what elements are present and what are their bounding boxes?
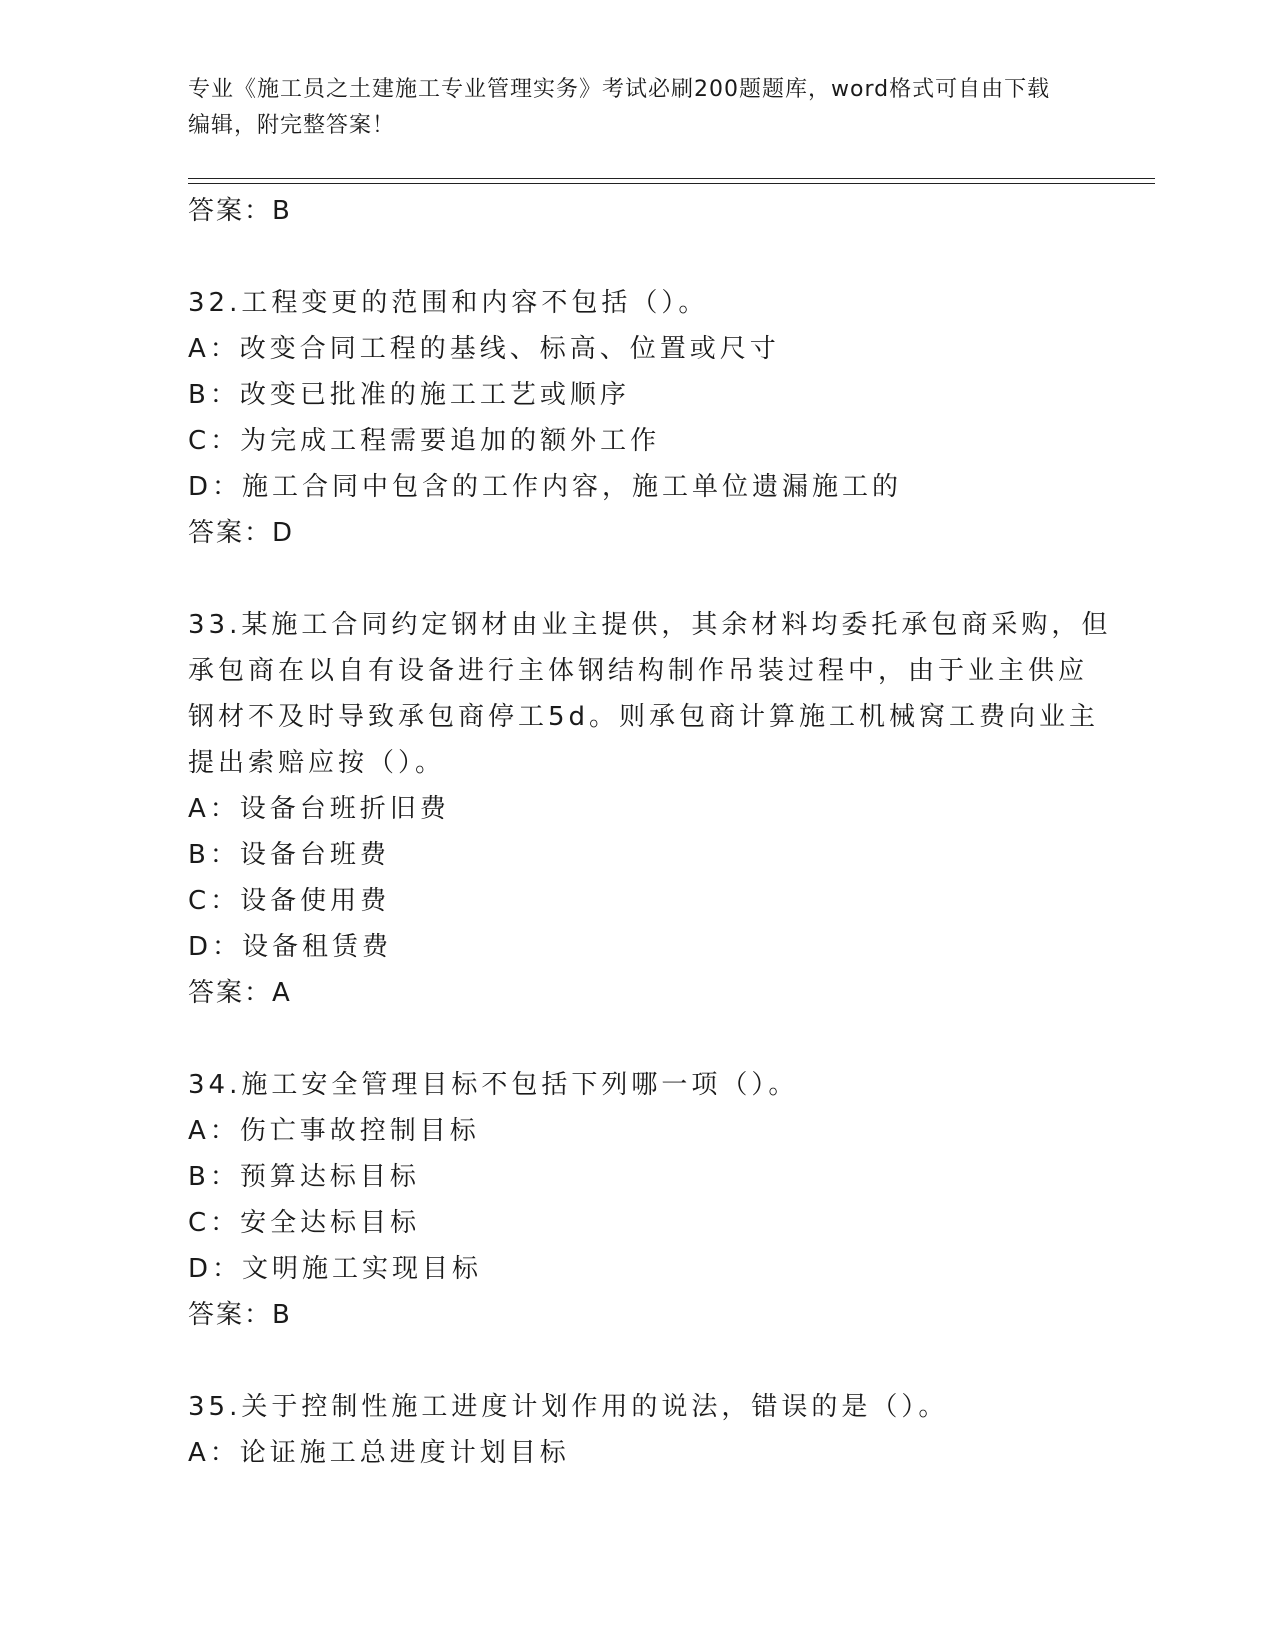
spacer [188,556,1088,602]
option-c: C：安全达标目标 [188,1208,421,1238]
spacer [188,1016,1088,1062]
spacer [188,1338,1088,1384]
option-b: B：预算达标目标 [188,1162,420,1192]
question-stem: 34.施工安全管理目标不包括下列哪一项（）。 [188,1070,799,1100]
document-header: 专业《施工员之土建施工专业管理实务》考试必刷200题题库，word格式可自由下载编辑，附完整答案！ [188,77,1051,138]
header-divider-bottom [188,183,1155,184]
spacer [188,234,1088,280]
answer: 答案：D [188,518,295,548]
header-divider-top [188,178,1155,179]
option-b: B：设备台班费 [188,840,390,870]
question-block [188,1384,1088,1476]
option-b: B：改变已批准的施工工艺或顺序 [188,380,630,410]
previous-answer: 答案：B [188,196,292,226]
question-stem-continued: 承包商在以自有设备进行主体钢结构制作吊装过程中，由于业主供应 [188,656,1089,686]
question-list [188,188,1112,1476]
question-block [188,1062,1088,1338]
question-stem: 33.某施工合同约定钢材由业主提供，其余材料均委托承包商采购，但 [188,610,1112,640]
question-block [188,602,1112,1016]
option-c: C：设备使用费 [188,886,391,916]
option-a: A：改变合同工程的基线、标高、位置或尺寸 [188,334,780,364]
option-a: A：论证施工总进度计划目标 [188,1438,570,1468]
option-d: D：文明施工实现目标 [188,1254,483,1284]
question-stem: 32.工程变更的范围和内容不包括（）。 [188,288,709,318]
question-stem-continued: 提出索赔应按（）。 [188,748,446,778]
question-block [188,280,1088,556]
option-d: D：施工合同中包含的工作内容，施工单位遗漏施工的 [188,472,903,502]
option-a: A：伤亡事故控制目标 [188,1116,480,1146]
option-c: C：为完成工程需要追加的额外工作 [188,426,661,456]
option-d: D：设备租赁费 [188,932,393,962]
option-a: A：设备台班折旧费 [188,794,450,824]
answer: 答案：B [188,1300,292,1330]
question-stem: 35.关于控制性施工进度计划作用的说法，错误的是（）。 [188,1392,949,1422]
question-stem-continued: 钢材不及时导致承包商停工5d。则承包商计算施工机械窝工费向业主 [188,702,1100,732]
answer: 答案：A [188,978,292,1008]
